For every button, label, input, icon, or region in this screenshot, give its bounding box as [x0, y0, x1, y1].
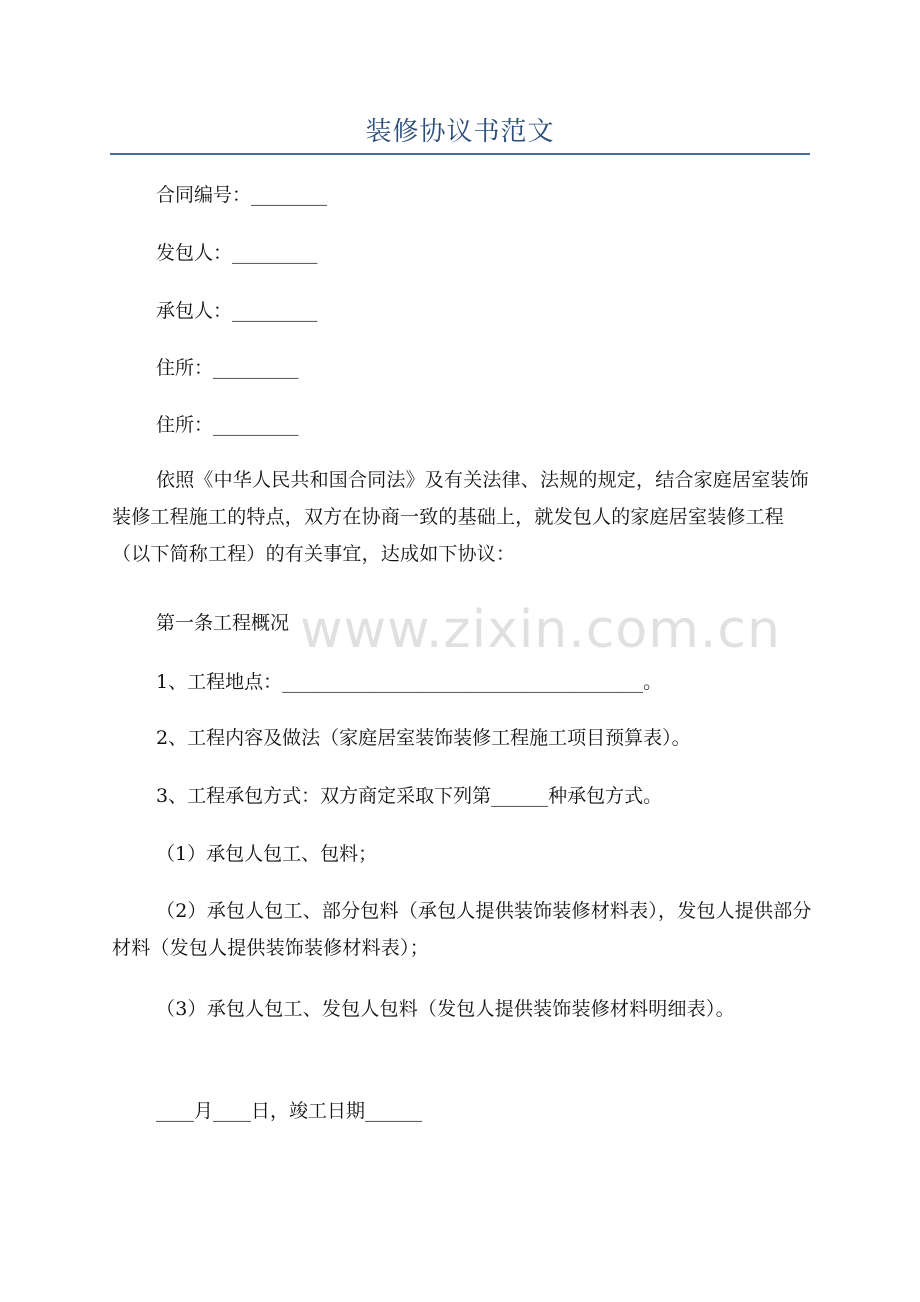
watermark: www.zixin.com.cn	[300, 600, 781, 660]
work-location-item: 1、工程地点：______________________________________。	[156, 671, 663, 693]
contract-mode-item: 3、工程承包方式：双方商定采取下列第______种承包方式。	[156, 785, 663, 807]
contractor-field: 承包人：_________	[156, 300, 318, 322]
address-field-2: 住所：_________	[156, 414, 299, 436]
address-field-1: 住所：_________	[156, 357, 299, 379]
document-title: 装修协议书范文	[365, 117, 555, 147]
mode-option-2: （2）承包人包工、部分包料（承包人提供装饰装修材料表），发包人提供部分材料（发包人提供装饰装修材料表）；	[112, 900, 812, 959]
mode-option-3: （3）承包人包工、发包人包料（发包人提供装饰装修材料明细表）。	[156, 998, 735, 1020]
work-content-item: 2、工程内容及做法（家庭居室装饰装修工程施工项目预算表）。	[156, 727, 691, 749]
title-divider	[110, 153, 810, 155]
mode-option-1: （1）承包人包工、包料；	[156, 843, 378, 865]
employer-field: 发包人：_________	[156, 242, 318, 264]
intro-paragraph: 依照《中华人民共和国合同法》及有关法律、法规的规定，结合家庭居室装饰装修工程施工的特点，双方在协商一致的基础上，就发包人的家庭居室装修工程（以下简称工程）的有关事宜，达成如下协议：	[112, 469, 809, 565]
dates-line: ____月____日，竣工日期______	[156, 1100, 423, 1122]
contract-number-field: 合同编号：________	[156, 184, 328, 206]
article-1-heading: 第一条工程概况	[156, 612, 290, 634]
